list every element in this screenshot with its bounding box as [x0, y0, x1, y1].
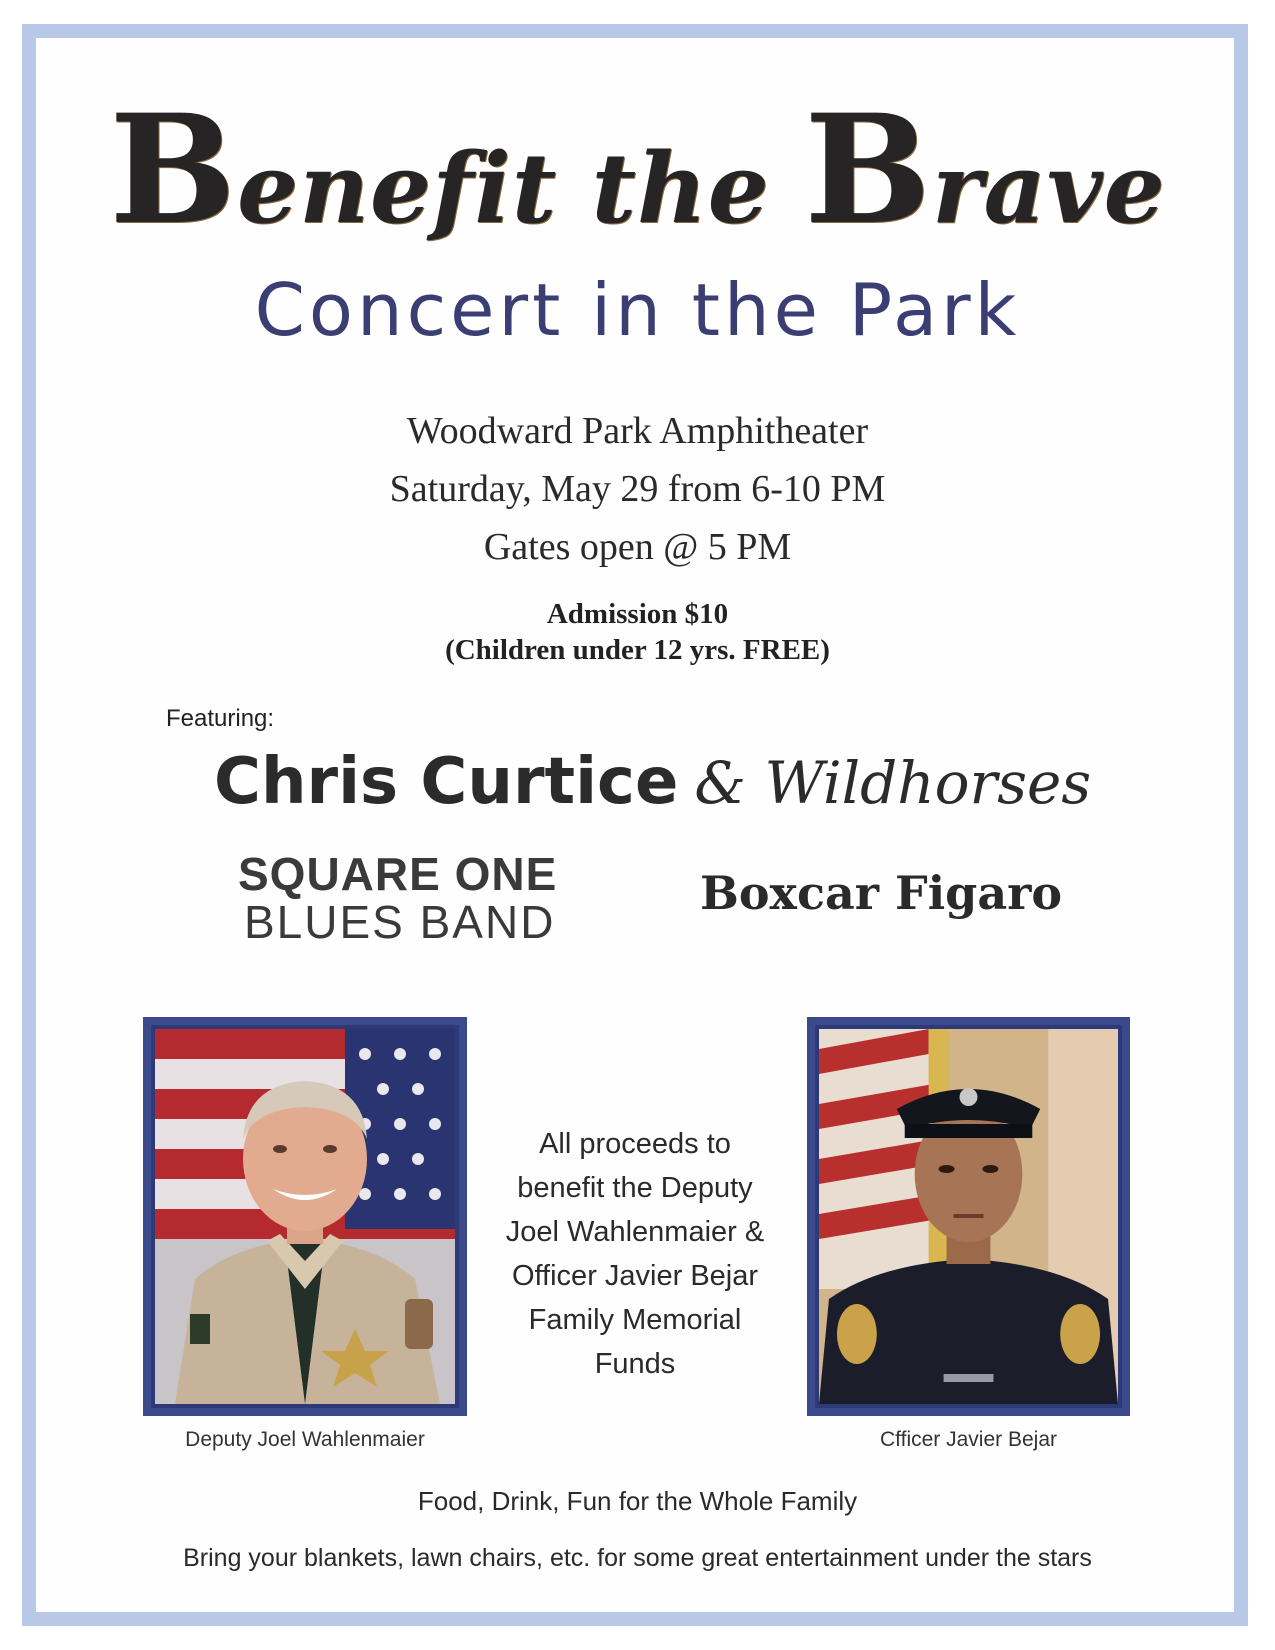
- food-drink-line: Food, Drink, Fun for the Whole Family: [417, 1486, 858, 1516]
- admission-price: Admission $10: [546, 598, 729, 630]
- featuring-label: Featuring:: [166, 705, 275, 732]
- venue-gates: Gates open @ 5 PM: [483, 526, 792, 568]
- deputy-portrait-image: [155, 1029, 455, 1404]
- deputy-photo: [143, 1017, 467, 1416]
- title-part-2: the: [557, 132, 805, 245]
- officer-portrait-image: [819, 1029, 1118, 1404]
- proceeds-line-2: benefit the Deputy: [517, 1172, 753, 1204]
- headliner-suffix: & Wildhorses: [694, 749, 1092, 817]
- officer-caption: Cfficer Javier Bejar: [879, 1428, 1057, 1451]
- event-subtitle: Concert in the Park: [254, 268, 1021, 352]
- title-part-3: rave: [932, 132, 1166, 245]
- officer-photo: [807, 1017, 1130, 1416]
- proceeds-line-4: Officer Javier Bejar: [511, 1260, 759, 1292]
- proceeds-line-6: Funds: [594, 1348, 676, 1380]
- title-cap-2: B: [804, 82, 933, 258]
- event-title: [0, 82, 1275, 258]
- admission-info: [0, 596, 1275, 668]
- band2-line1: SQUARE ONE: [238, 848, 558, 900]
- venue-location: Woodward Park Amphitheater: [406, 410, 869, 452]
- proceeds-statement: [480, 1122, 790, 1386]
- headliner-name: Chris Curtice: [214, 745, 679, 819]
- proceeds-line-1: All proceeds to: [539, 1128, 731, 1160]
- venue-datetime: Saturday, May 29 from 6-10 PM: [389, 468, 886, 510]
- venue-details: [0, 402, 1275, 576]
- admission-children: (Children under 12 yrs. FREE): [445, 634, 830, 666]
- title-part-1: enefit: [237, 132, 558, 245]
- deputy-caption: Deputy Joel Wahlenmaier: [185, 1428, 425, 1451]
- square-one-logo: [238, 850, 557, 946]
- proceeds-line-3: Joel Wahlenmaier &: [505, 1216, 765, 1248]
- proceeds-line-5: Family Memorial: [528, 1304, 742, 1336]
- title-cap-1: B: [109, 82, 238, 258]
- headliner-band: [214, 745, 1091, 819]
- band2-line2: BLUES BAND: [244, 896, 556, 948]
- boxcar-figaro-logo: Boxcar Figaro: [700, 866, 1063, 920]
- bring-blankets-line: Bring your blankets, lawn chairs, etc. for some great entertainment under the stars: [183, 1544, 1092, 1572]
